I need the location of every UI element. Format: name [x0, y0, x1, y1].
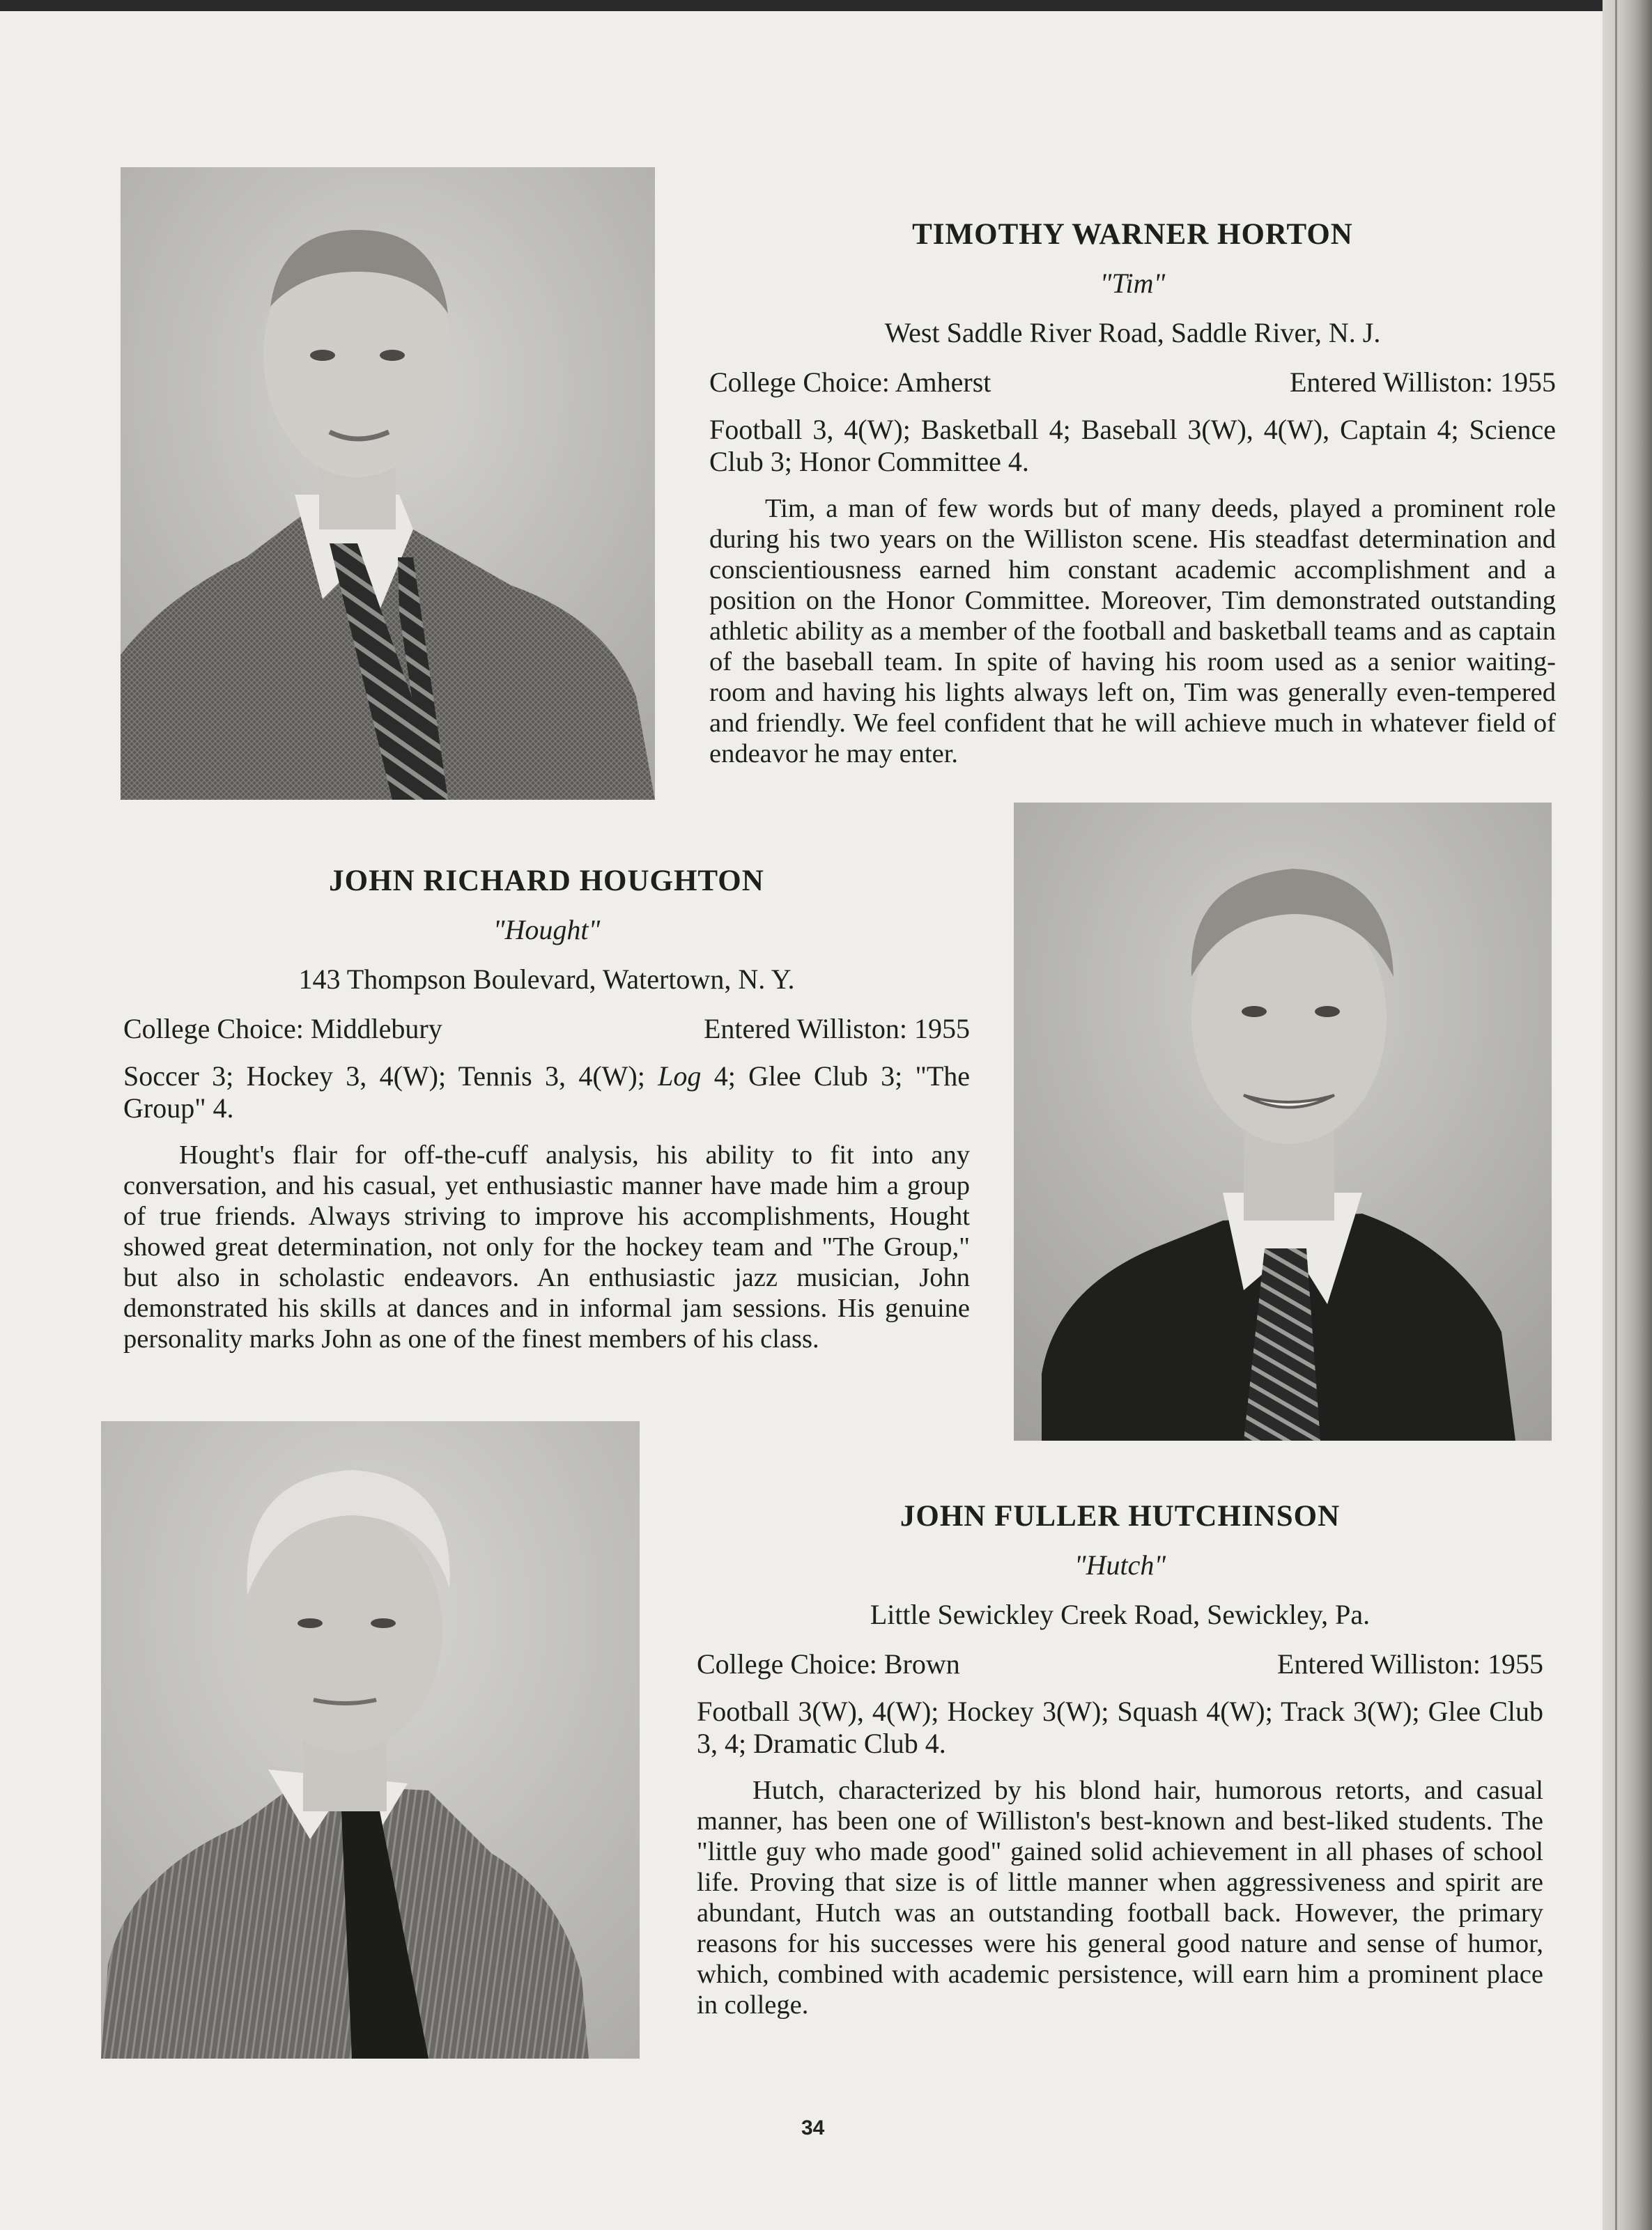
- student-address: Little Sewickley Creek Road, Sewickley, Pa.: [870, 1599, 1371, 1630]
- college-entry-row: [709, 366, 1556, 398]
- activities-part: Soccer 3; Hockey 3, 4(W); Tennis 3, 4(W);: [123, 1060, 658, 1092]
- college-choice: College Choice: Brown: [697, 1648, 960, 1680]
- entry-hutchinson: [697, 1499, 1543, 2020]
- college-choice: College Choice: Amherst: [709, 366, 991, 398]
- college-choice: College Choice: Middlebury: [123, 1013, 442, 1044]
- activities-log-title: Log: [658, 1060, 702, 1092]
- portrait-photo-houghton: [1014, 803, 1552, 1441]
- page-number: 34: [801, 2116, 825, 2139]
- student-nickname: "Hutch": [1074, 1549, 1166, 1581]
- entered-year: Entered Williston: 1955: [1289, 366, 1556, 398]
- entry-houghton: [123, 864, 970, 1354]
- biography: Hought's flair for off-the-cuff analysis, his ability to fit into any conversation, and his casual, yet enthusiastic manner have made him a group of true friends. Always striving to improve his accomplishments, Hought showed great determination, not only for the hockey team and "The Group," but also in scholastic endeavors. An enthusiastic jazz musician, John demonstrated his skills at dances and in informal jam sessions. His genuine personality marks John as one of the finest members of his class.: [123, 1140, 970, 1354]
- student-name: JOHN RICHARD HOUGHTON: [329, 865, 764, 897]
- student-address: West Saddle River Road, Saddle River, N. J.: [884, 317, 1381, 348]
- portrait-photo-horton: [121, 167, 655, 800]
- student-name: JOHN FULLER HUTCHINSON: [900, 1500, 1341, 1533]
- activities: Football 3, 4(W); Basketball 4; Baseball 3(W), 4(W), Captain 4; Science Club 3; Honor Committee 4.: [709, 414, 1556, 477]
- college-entry-row: [697, 1648, 1543, 1680]
- activities: [123, 1060, 970, 1124]
- biography: Hutch, characterized by his blond hair, humorous retorts, and casual manner, has been one of Williston's best-known and best-liked students. The "little guy who made good" gained solid achievement in all phases of school life. Proving that size is of little manner when aggressiveness and spirit are abundant, Hutch was an outstanding football back. However, the primary reasons for his successes were his general good nature and sense of humor, which, combined with academic persistence, will earn him a prominent place in college.: [697, 1776, 1543, 2020]
- college-entry-row: [123, 1012, 970, 1045]
- entry-horton: [709, 217, 1556, 769]
- student-nickname: "Hought": [493, 914, 601, 945]
- book-spine: [1603, 0, 1652, 2230]
- student-name: TIMOTHY WARNER HORTON: [912, 218, 1353, 251]
- entered-year: Entered Williston: 1955: [703, 1013, 970, 1044]
- entered-year: Entered Williston: 1955: [1276, 1648, 1543, 1680]
- page-edge: [1615, 0, 1617, 2230]
- student-address: 143 Thompson Boulevard, Watertown, N. Y.: [298, 963, 795, 995]
- activities: Football 3(W), 4(W); Hockey 3(W); Squash 4(W); Track 3(W); Glee Club 3, 4; Dramatic Club 4.: [697, 1696, 1543, 1759]
- biography: Tim, a man of few words but of many deeds, played a prominent role during his two years on the Williston scene. His steadfast determination and conscientiousness earned him constant academic accomplishment and a position on the Honor Committee. Moreover, Tim demonstrated outstanding athletic ability as a member of the football and basketball teams and as captain of the baseball team. In spite of having his room used as a senior waiting-room and having his lights always left on, Tim was generally even-tempered and friendly. We feel confident that he will achieve much in whatever field of endeavor he may enter.: [709, 494, 1556, 768]
- activities-part: 4; Glee Club 3; "The Group" 4.: [123, 1060, 971, 1124]
- student-nickname: "Tim": [1099, 268, 1166, 299]
- portrait-photo-hutchinson: [101, 1421, 640, 2059]
